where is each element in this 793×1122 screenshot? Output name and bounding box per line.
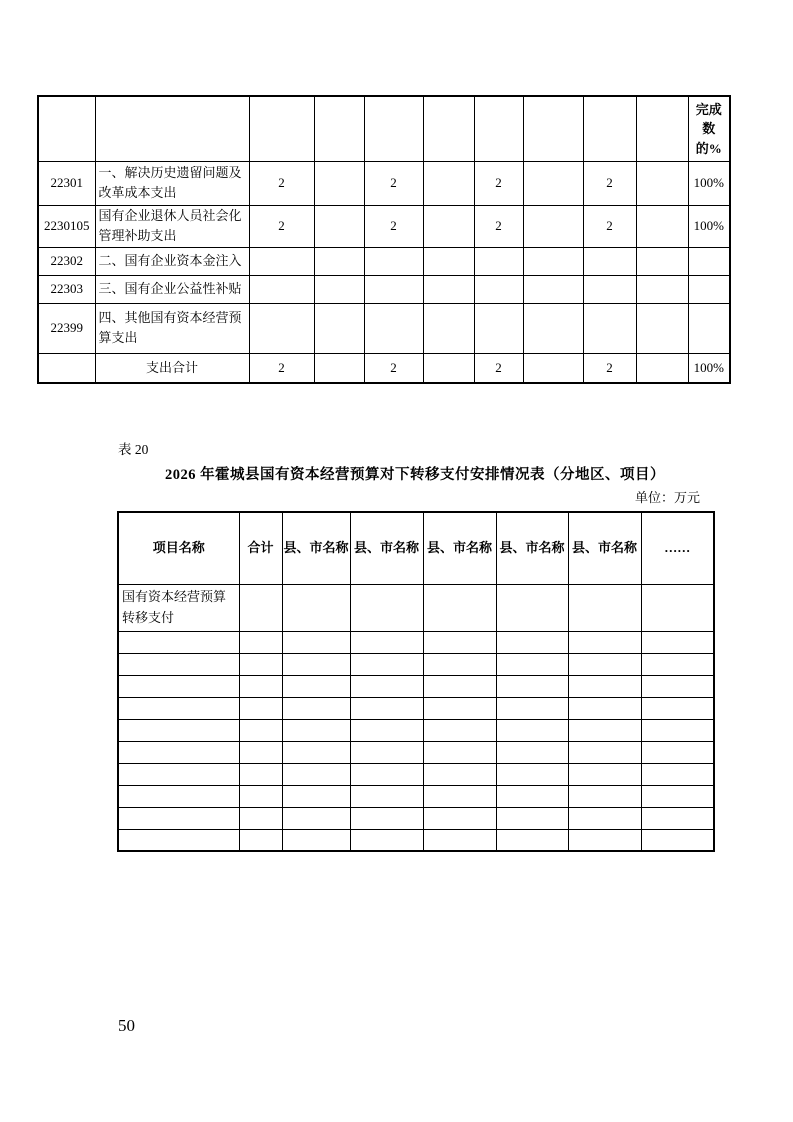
value-cell — [568, 763, 641, 785]
value-cell — [496, 741, 568, 763]
value-cell — [423, 675, 496, 697]
value-cell — [641, 719, 714, 741]
value-cell — [523, 205, 583, 247]
value-cell — [249, 303, 314, 353]
item-name-cell: 一、解决历史遗留问题及改革成本支出 — [95, 161, 249, 205]
value-cell — [118, 785, 239, 807]
code-cell: 22302 — [38, 247, 95, 275]
code-cell: 22303 — [38, 275, 95, 303]
value-cell — [496, 785, 568, 807]
value-cell — [636, 247, 688, 275]
value-cell — [314, 353, 364, 383]
value-cell — [641, 763, 714, 785]
value-cell — [282, 584, 350, 631]
value-cell — [118, 631, 239, 653]
completion-cell — [688, 303, 730, 353]
table-row — [118, 675, 714, 697]
table-row — [118, 697, 714, 719]
value-cell — [568, 719, 641, 741]
value-cell — [423, 247, 474, 275]
value-cell — [568, 741, 641, 763]
table-cell — [314, 96, 364, 161]
value-cell: 2 — [474, 353, 523, 383]
code-cell: 22399 — [38, 303, 95, 353]
header-line: 数 — [702, 121, 716, 136]
value-cell — [568, 675, 641, 697]
table-cell — [423, 96, 474, 161]
value-cell: 2 — [474, 205, 523, 247]
value-cell — [364, 275, 423, 303]
item-name-cell: 国有企业退休人员社会化管理补助支出 — [95, 205, 249, 247]
value-cell — [496, 697, 568, 719]
value-cell — [239, 584, 282, 631]
value-cell — [636, 353, 688, 383]
value-cell — [641, 675, 714, 697]
value-cell — [239, 763, 282, 785]
value-cell — [239, 653, 282, 675]
value-cell — [496, 829, 568, 851]
table-row — [38, 161, 730, 205]
value-cell — [423, 653, 496, 675]
value-cell — [118, 741, 239, 763]
unit-note: 单位：万元 — [634, 490, 700, 505]
table-row — [38, 205, 730, 247]
value-cell — [423, 719, 496, 741]
completion-cell: 100% — [688, 353, 730, 383]
completion-cell — [688, 247, 730, 275]
table-total-row — [38, 353, 730, 383]
value-cell — [350, 653, 423, 675]
value-cell — [641, 697, 714, 719]
value-cell — [583, 247, 636, 275]
value-cell — [350, 741, 423, 763]
value-cell — [350, 807, 423, 829]
value-cell — [118, 719, 239, 741]
header-cell: 项目名称 — [118, 512, 239, 584]
value-cell — [568, 653, 641, 675]
value-cell — [641, 829, 714, 851]
table-header-row — [118, 512, 714, 584]
value-cell — [496, 631, 568, 653]
value-cell: 2 — [583, 161, 636, 205]
value-cell — [496, 584, 568, 631]
value-cell — [568, 631, 641, 653]
header-line: 完成 — [695, 101, 722, 117]
value-cell: 2 — [364, 205, 423, 247]
value-cell — [350, 631, 423, 653]
value-cell — [496, 653, 568, 675]
completion-cell: 100% — [688, 161, 730, 205]
header-cell: …… — [641, 512, 714, 584]
value-cell — [636, 275, 688, 303]
value-cell — [423, 584, 496, 631]
value-cell — [239, 719, 282, 741]
table-header-row — [38, 96, 730, 161]
value-cell — [350, 584, 423, 631]
header-cell: 县、市名称 — [423, 512, 496, 584]
budget-expenditure-table — [37, 95, 731, 384]
value-cell — [641, 584, 714, 631]
value-cell — [314, 275, 364, 303]
code-cell — [38, 353, 95, 383]
item-name-cell: 二、国有企业资本金注入 — [95, 247, 249, 275]
completion-header-cell — [688, 96, 730, 161]
value-cell — [583, 275, 636, 303]
value-cell — [474, 247, 523, 275]
table-cell — [523, 96, 583, 161]
total-label-cell: 支出合计 — [95, 353, 249, 383]
item-name-cell: 国有资本经营预算转移支付 — [118, 584, 239, 631]
value-cell: 2 — [583, 205, 636, 247]
value-cell: 2 — [364, 353, 423, 383]
code-cell: 22301 — [38, 161, 95, 205]
table-number-label: 表 20 — [118, 442, 149, 457]
value-cell — [282, 719, 350, 741]
table-row — [38, 247, 730, 275]
value-cell — [423, 697, 496, 719]
value-cell — [314, 161, 364, 205]
table-title: 2026 年霍城县国有资本经营预算对下转移支付安排情况表（分地区、项目） — [164, 467, 666, 483]
value-cell — [239, 697, 282, 719]
value-cell — [496, 719, 568, 741]
value-cell — [568, 807, 641, 829]
page-number: 50 — [118, 1016, 135, 1035]
value-cell — [350, 719, 423, 741]
value-cell — [350, 697, 423, 719]
value-cell — [474, 275, 523, 303]
value-cell — [423, 785, 496, 807]
value-cell — [636, 205, 688, 247]
value-cell — [282, 697, 350, 719]
table-row — [118, 653, 714, 675]
value-cell — [350, 829, 423, 851]
table-row — [118, 584, 714, 631]
item-name-cell: 三、国有企业公益性补贴 — [95, 275, 249, 303]
header-cell: 县、市名称 — [350, 512, 423, 584]
code-cell: 2230105 — [38, 205, 95, 247]
value-cell — [423, 205, 474, 247]
value-cell — [282, 675, 350, 697]
header-line: 的% — [695, 140, 722, 156]
value-cell — [282, 785, 350, 807]
value-cell — [496, 807, 568, 829]
table-row — [118, 807, 714, 829]
header-cell: 县、市名称 — [568, 512, 641, 584]
value-cell — [568, 584, 641, 631]
value-cell — [364, 303, 423, 353]
value-cell — [641, 653, 714, 675]
value-cell — [641, 785, 714, 807]
value-cell — [118, 697, 239, 719]
value-cell — [239, 829, 282, 851]
value-cell: 2 — [249, 205, 314, 247]
value-cell — [568, 829, 641, 851]
value-cell — [423, 275, 474, 303]
value-cell — [249, 275, 314, 303]
value-cell — [496, 675, 568, 697]
value-cell: 2 — [249, 353, 314, 383]
value-cell — [641, 807, 714, 829]
value-cell — [314, 303, 364, 353]
header-cell: 县、市名称 — [496, 512, 568, 584]
value-cell — [583, 303, 636, 353]
completion-cell: 100% — [688, 205, 730, 247]
table-cell — [474, 96, 523, 161]
value-cell — [118, 829, 239, 851]
table-cell — [95, 96, 249, 161]
value-cell — [423, 807, 496, 829]
value-cell — [314, 205, 364, 247]
table-cell — [38, 96, 95, 161]
value-cell — [282, 741, 350, 763]
table-row — [118, 763, 714, 785]
value-cell — [568, 697, 641, 719]
header-cell: 合计 — [239, 512, 282, 584]
value-cell — [282, 763, 350, 785]
value-cell — [118, 675, 239, 697]
value-cell — [641, 631, 714, 653]
value-cell — [568, 785, 641, 807]
value-cell — [118, 653, 239, 675]
value-cell — [523, 353, 583, 383]
value-cell — [523, 161, 583, 205]
table-cell — [249, 96, 314, 161]
table-row — [118, 631, 714, 653]
table-cell — [364, 96, 423, 161]
completion-cell — [688, 275, 730, 303]
value-cell: 2 — [249, 161, 314, 205]
value-cell — [423, 161, 474, 205]
table-row — [38, 303, 730, 353]
value-cell — [423, 829, 496, 851]
value-cell — [282, 653, 350, 675]
value-cell — [523, 247, 583, 275]
table-row — [118, 785, 714, 807]
value-cell — [282, 807, 350, 829]
table-row — [118, 829, 714, 851]
value-cell — [249, 247, 314, 275]
value-cell — [239, 807, 282, 829]
value-cell — [423, 353, 474, 383]
value-cell — [423, 741, 496, 763]
value-cell — [239, 675, 282, 697]
value-cell — [636, 303, 688, 353]
value-cell — [239, 785, 282, 807]
header-cell: 县、市名称 — [282, 512, 350, 584]
value-cell — [641, 741, 714, 763]
value-cell — [523, 275, 583, 303]
value-cell — [314, 247, 364, 275]
table-cell — [583, 96, 636, 161]
value-cell — [118, 763, 239, 785]
value-cell — [364, 247, 423, 275]
value-cell — [423, 303, 474, 353]
value-cell: 2 — [583, 353, 636, 383]
transfer-payment-table — [117, 511, 715, 852]
table-row — [38, 275, 730, 303]
value-cell — [496, 763, 568, 785]
value-cell — [239, 631, 282, 653]
value-cell: 2 — [364, 161, 423, 205]
value-cell — [239, 741, 282, 763]
item-name-cell: 四、其他国有资本经营预算支出 — [95, 303, 249, 353]
value-cell — [523, 303, 583, 353]
table-row — [118, 719, 714, 741]
table-row — [118, 741, 714, 763]
value-cell — [350, 785, 423, 807]
value-cell — [350, 763, 423, 785]
value-cell — [350, 675, 423, 697]
table-cell — [636, 96, 688, 161]
value-cell — [423, 763, 496, 785]
value-cell — [636, 161, 688, 205]
value-cell — [423, 631, 496, 653]
value-cell — [282, 829, 350, 851]
value-cell — [118, 807, 239, 829]
value-cell — [282, 631, 350, 653]
value-cell: 2 — [474, 161, 523, 205]
value-cell — [474, 303, 523, 353]
